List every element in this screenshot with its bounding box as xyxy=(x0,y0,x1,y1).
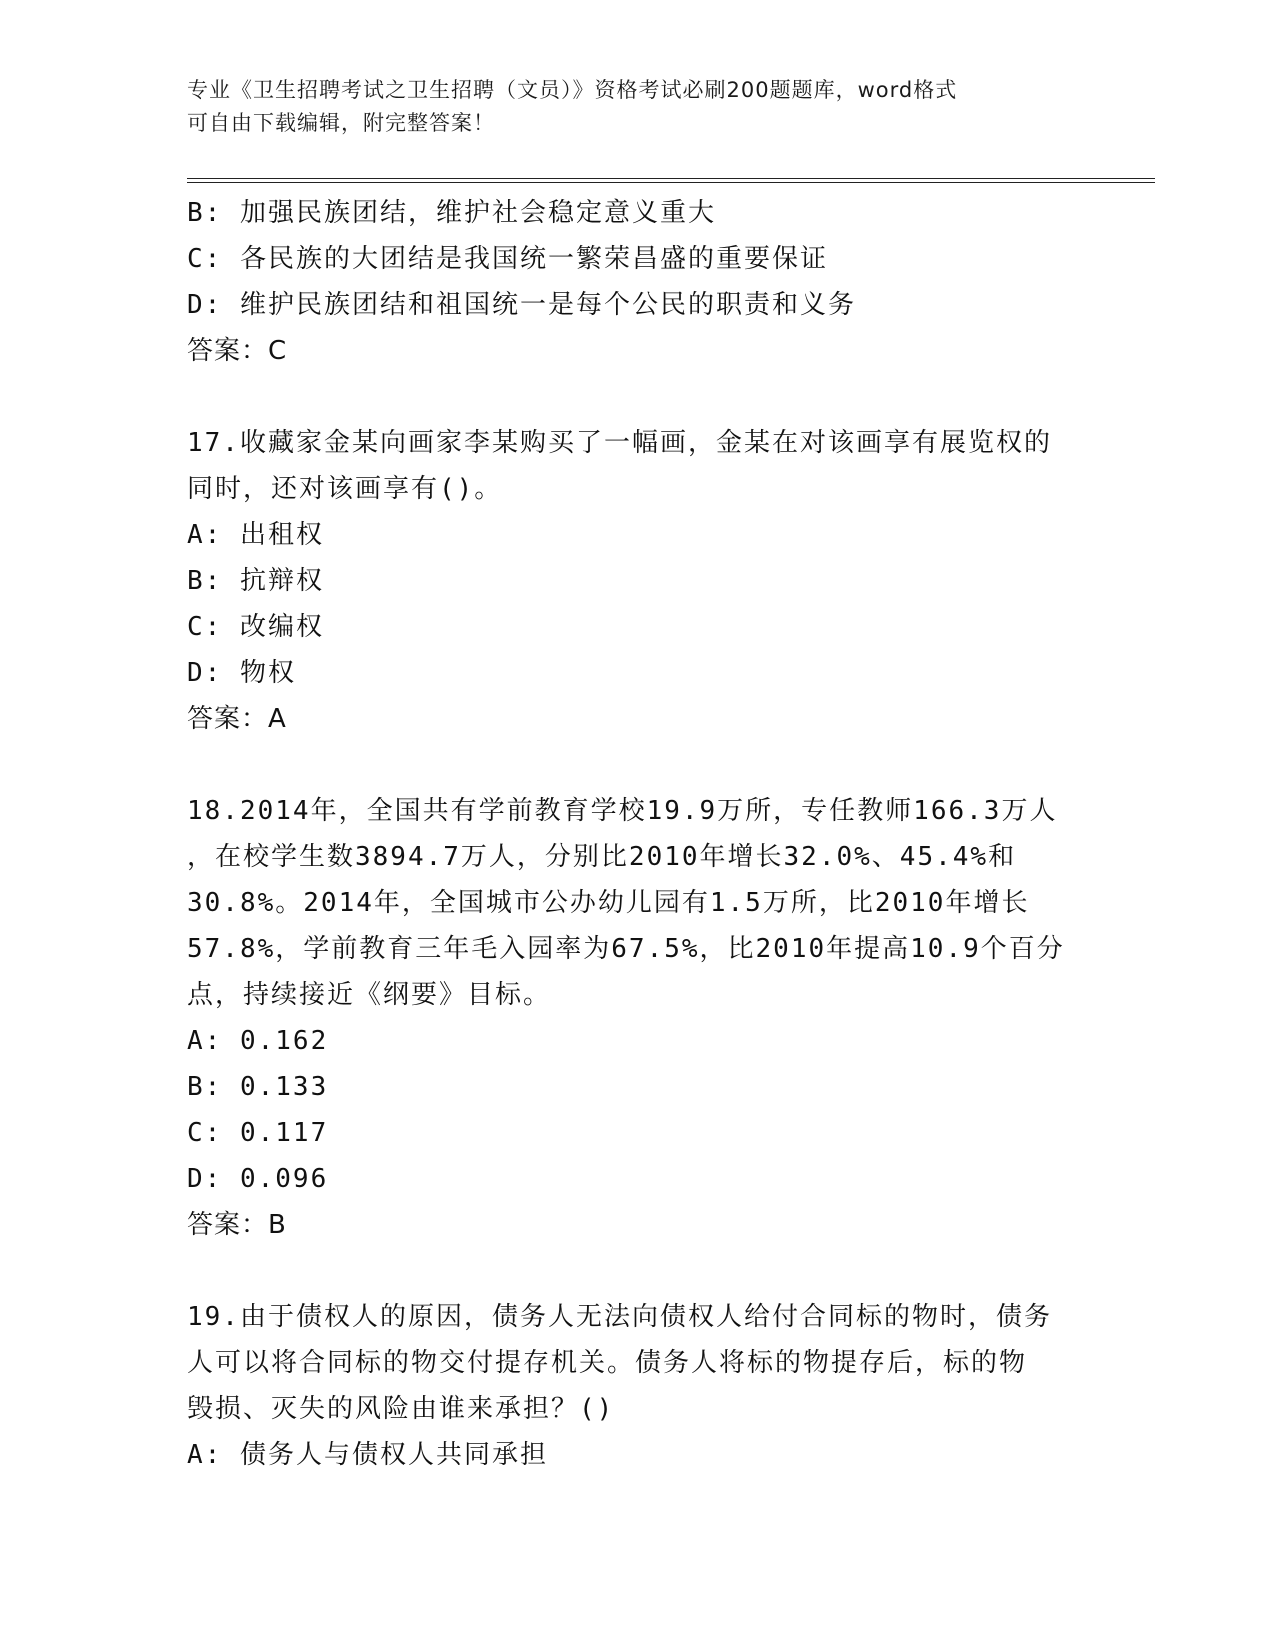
question-19 xyxy=(187,1294,1087,1478)
q18-stem-line-4: 57.8%，学前教育三年毛入园率为67.5%，比2010年提高10.9个百分 xyxy=(187,934,1065,964)
q18-answer: 答案：B xyxy=(187,1210,287,1240)
q19-option-a: A: 债务人与债权人共同承担 xyxy=(187,1440,548,1470)
header-line-2: 可自由下载编辑，附完整答案！ xyxy=(187,111,495,135)
q18-option-a: A: 0.162 xyxy=(187,1026,329,1056)
q19-stem-line-1: 19.由于债权人的原因，债务人无法向债权人给付合同标的物时，债务 xyxy=(187,1302,1052,1332)
q18-option-d: D: 0.096 xyxy=(187,1164,329,1194)
spacer xyxy=(187,374,1087,420)
q18-stem-line-1: 18.2014年，全国共有学前教育学校19.9万所，专任教师166.3万人 xyxy=(187,796,1058,826)
question-17 xyxy=(187,420,1087,742)
q17-option-a: A: 出租权 xyxy=(187,520,324,550)
question-16-continued xyxy=(187,190,1087,374)
q18-stem-line-5: 点，持续接近《纲要》目标。 xyxy=(187,980,552,1010)
q18-option-b: B: 0.133 xyxy=(187,1072,329,1102)
q17-option-c: C: 改编权 xyxy=(187,612,324,642)
q17-stem-line-2: 同时，还对该画享有()。 xyxy=(187,474,503,504)
document-header xyxy=(187,74,1067,140)
header-line-1: 专业《卫生招聘考试之卫生招聘（文员）》资格考试必刷200题题库，word格式 xyxy=(187,78,958,102)
q18-option-c: C: 0.117 xyxy=(187,1118,329,1148)
q18-stem-line-2: ，在校学生数3894.7万人，分别比2010年增长32.0%、45.4%和 xyxy=(187,842,1017,872)
q16-answer: 答案：C xyxy=(187,336,288,366)
spacer xyxy=(187,1248,1087,1294)
q19-stem-line-2: 人可以将合同标的物交付提存机关。债务人将标的物提存后，标的物 xyxy=(187,1348,1028,1378)
q16-option-d: D: 维护民族团结和祖国统一是每个公民的职责和义务 xyxy=(187,290,856,320)
q18-stem-line-3: 30.8%。2014年，全国城市公办幼儿园有1.5万所，比2010年增长 xyxy=(187,888,1030,918)
header-divider-top xyxy=(187,178,1155,179)
spacer xyxy=(187,742,1087,788)
question-content xyxy=(187,190,1087,1478)
q16-option-c: C: 各民族的大团结是我国统一繁荣昌盛的重要保证 xyxy=(187,244,828,274)
question-18 xyxy=(187,788,1087,1248)
q16-option-b: B: 加强民族团结，维护社会稳定意义重大 xyxy=(187,198,716,228)
q17-stem-line-1: 17.收藏家金某向画家李某购买了一幅画，金某在对该画享有展览权的 xyxy=(187,428,1052,458)
q19-stem-line-3: 毁损、灭失的风险由谁来承担？() xyxy=(187,1394,615,1424)
header-divider-bottom xyxy=(187,182,1155,183)
q17-option-d: D: 物权 xyxy=(187,658,296,688)
q17-option-b: B: 抗辩权 xyxy=(187,566,324,596)
q17-answer: 答案：A xyxy=(187,704,287,734)
